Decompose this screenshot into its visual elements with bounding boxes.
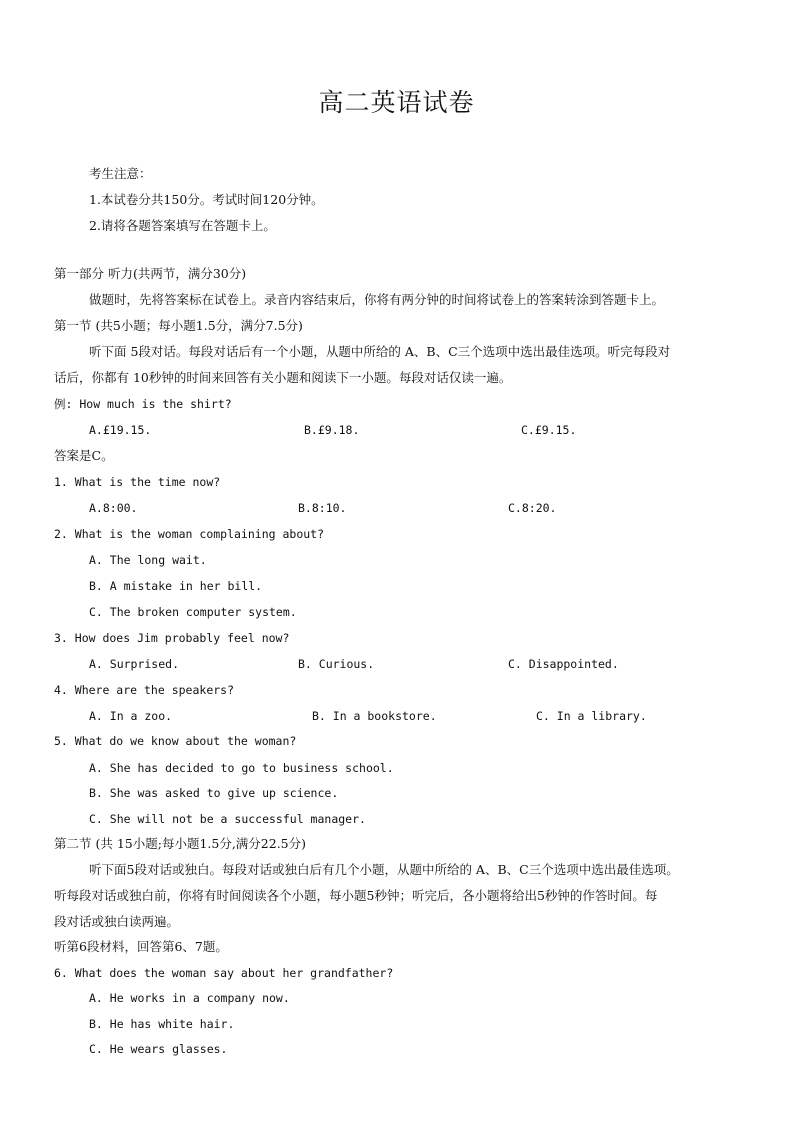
question: 1. What is the time now? [54,475,221,489]
question: 5. What do we know about the woman? [54,734,297,748]
question: 3. How does Jim probably feel now? [54,631,290,645]
option: C. He wears glasses. [89,1042,228,1056]
option: A. She has decided to go to business school. [89,761,394,775]
example-option: C.£9.15. [521,423,577,437]
option: B. A mistake in her bill. [89,579,263,593]
part1-heading: 第一部分 听力(共两节，满分30分) [54,266,247,281]
part1-instruction: 做题时，先将答案标在试卷上。录音内容结束后，你将有两分钟的时间将试卷上的答案转涂到答题卡上。 [89,292,665,307]
question: 6. What does the woman say about her grandfather? [54,966,394,980]
option: C. Disappointed. [508,657,619,671]
option: B. He has white hair. [89,1017,235,1031]
option: A. In a zoo. [89,709,173,723]
example-option: B.£9.18. [304,423,360,437]
section1-instruction: 听下面 5段对话。每段对话后有一个小题，从题中所给的 A、B、C三个选项中选出最佳选项。听完每段对 [89,344,671,359]
page-title: 高二英语试卷 [318,88,475,117]
section2-instruction: 听每段对话或独白前，你将有时间阅读各个小题，每小题5秒钟；听完后，各小题将给出5秒钟的作答时间。每 [54,888,658,903]
option: B. In a bookstore. [312,709,437,723]
example-option: A.£19.15. [89,423,152,437]
section2-heading: 第二节 (共 15小题;每小题1.5分,满分22.5分) [54,836,307,851]
option: B.8:10. [298,501,347,515]
option: C. In a library. [536,709,647,723]
option: A. He works in a company now. [89,991,290,1005]
option: C. She will not be a successful manager. [89,812,366,826]
question: 4. Where are the speakers? [54,683,235,697]
example-question: 例: How much is the shirt? [54,397,232,411]
option: A.8:00. [89,501,138,515]
section1-heading: 第一节 (共5小题；每小题1.5分，满分7.5分) [54,318,303,333]
section2-instruction: 听下面5段对话或独白。每段对话或独白后有几个小题，从题中所给的 A、B、C三个选项中选出最佳选项。 [89,862,679,877]
section1-instruction: 话后，你都有 10秒钟的时间来回答有关小题和阅读下一小题。每段对话仅读一遍。 [54,370,512,385]
option: B. Curious. [298,657,375,671]
option: C. The broken computer system. [89,605,297,619]
option: A. The long wait. [89,553,207,567]
section2-instruction: 段对话或独白读两遍。 [54,914,180,929]
example-answer: 答案是C。 [54,448,114,463]
notice-item: 2.请将各题答案填写在答题卡上。 [89,218,276,233]
option: B. She was asked to give up science. [89,786,339,800]
option: A. Surprised. [89,657,180,671]
question: 2. What is the woman complaining about? [54,527,325,541]
option: C.8:20. [508,501,557,515]
notice-item: 1.本试卷分共150分。考试时间120分钟。 [89,192,324,207]
notice-heading: 考生注意： [89,166,152,181]
material-note: 听第6段材料，回答第6、7题。 [54,939,228,954]
